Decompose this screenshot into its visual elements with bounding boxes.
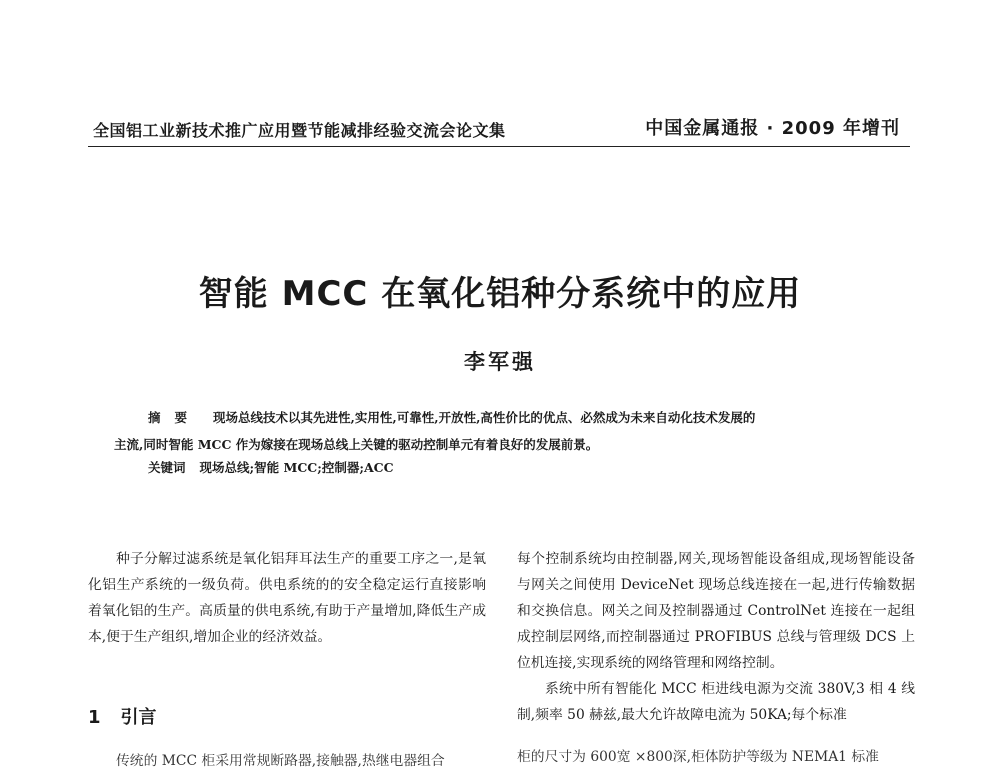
- body-right-cut-line: 柜的尺寸为 600宽 ×800深,柜体防护等级为 NEMA1 标准: [517, 749, 879, 765]
- paper-title: 智能 MCC 在氧化铝种分系统中的应用: [198, 274, 802, 314]
- body-left-cut-line: 传统的 MCC 柜采用常规断路器,接触器,热继电器组合: [116, 753, 445, 769]
- keywords-label: 关键词: [148, 460, 186, 475]
- abstract-line-2: 主流,同时智能 MCC 作为嫁接在现场总线上关键的驱动控制单元有着良好的发展前景。: [114, 437, 599, 452]
- body-column-left: [88, 546, 486, 650]
- keywords-text: 现场总线;智能 MCC;控制器;ACC: [199, 460, 394, 475]
- body-paragraph-intro: 种子分解过滤系统是氧化铝拜耳法生产的重要工序之一,是氧化铝生产系统的一级负荷。供电系统的的安全稳定运行直接影响着氧化铝的生产。高质量的供电系统,有助于产量增加,降低生产成本,便于生产组织,增加企业的经济效益。: [88, 551, 486, 645]
- section-title: 引言: [120, 707, 157, 728]
- abstract-line-1: [114, 404, 884, 431]
- body-column-right: [517, 546, 915, 728]
- running-header: [88, 112, 910, 147]
- body-paragraph-network: 每个控制系统均由控制器,网关,现场智能设备组成,现场智能设备与网关之间使用 DeviceNet 现场总线连接在一起,进行传输数据和交换信息。网关之间及控制器通过 ControlNet 连接在一起组成控制层网络,而控制器通过 PROFIBUS 总线与管理级 DCS 上位机连接,实现系统的网络管理和网络控制。: [517, 551, 915, 671]
- header-journal-issue: 中国金属通报 · 2009 年增刊: [645, 118, 900, 139]
- keywords: [148, 458, 394, 476]
- section-number: 1: [88, 707, 101, 728]
- abstract: [114, 404, 884, 458]
- abstract-label: 摘要: [148, 410, 202, 425]
- body-paragraph-power: 系统中所有智能化 MCC 柜进线电源为交流 380V,3 相 4 线制,频率 50 赫兹,最大允许故障电流为 50KA;每个标准: [517, 681, 915, 723]
- abstract-text-1: 现场总线技术以其先进性,实用性,可靠性,开放性,高性价比的优点、必然成为未来自动化技术发展的: [213, 410, 756, 425]
- paper-author: 李军强: [464, 349, 536, 374]
- section-heading-introduction: [88, 703, 157, 729]
- header-proceedings-title: 全国铝工业新技术推广应用暨节能减排经验交流会论文集: [93, 121, 506, 140]
